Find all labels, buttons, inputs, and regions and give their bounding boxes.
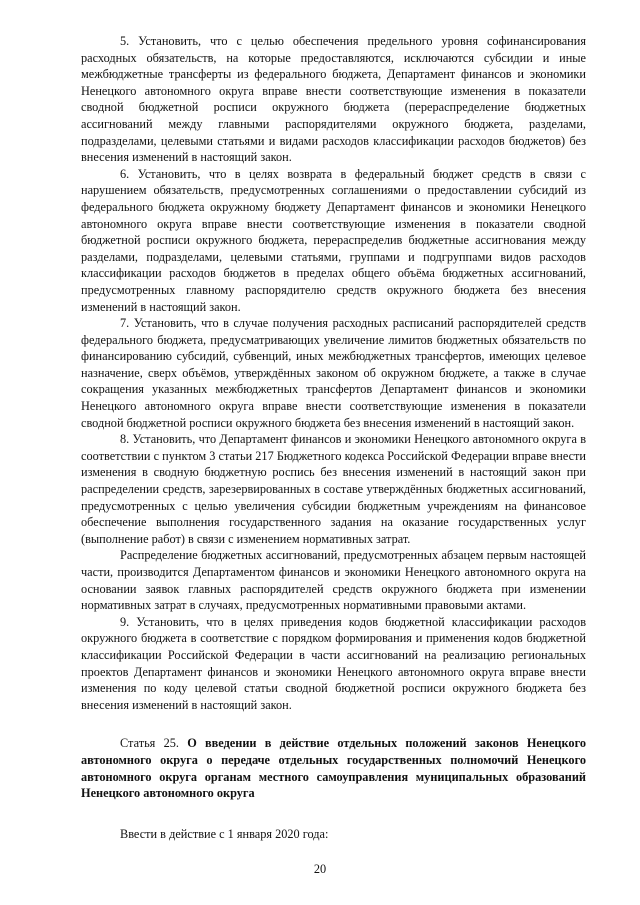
- paragraph-item-6: 6. Установить, что в целях возврата в федеральный бюджет средств в связи с нарушением обязательств, предусмотренных соглашениями о предоставлении субсидий из федерального бюджета окружному бюджету Департамент финансов и экономики Ненецкого автономного округа вправе внести соответствующие изменения в показатели сводной бюджетной росписи окружного бюджета, перераспределив бюджетные ассигнования между разделами, подразделами, целевыми статьями, группами и подгруппами видов расходов классификации расходов бюджетов в пределах общего объёма бюджетных ассигнований, предусмотренных главному распорядителю средств окружного бюджета без внесения изменений в настоящий закон.: [81, 166, 586, 314]
- paragraph-item-8: 8. Установить, что Департамент финансов и экономики Ненецкого автономного округа в соответствии с пунктом 3 статьи 217 Бюджетного кодекса Российской Федерации вправе внести изменения в сводную бюджетную роспись без внесения изменений в настоящий закон при распределении средств, зарезервированных в составе утверждённых бюджетных ассигнований, предусмотренных с целью увеличения субсидии бюджетным учреждениям на финансовое обеспечение выполнения государственного задания на оказание государственных услуг (выполнение работ) в связи с изменением нормативных затрат.: [81, 432, 586, 546]
- article-heading: [81, 735, 586, 801]
- effective-date-text: Ввести в действие с 1 января 2020 года:: [120, 826, 329, 841]
- page-number: 20: [313, 862, 327, 876]
- article-label: Статья 25.: [120, 736, 188, 751]
- paragraph-item-8-continuation: Распределение бюджетных ассигнований, предусмотренных абзацем первым настоящей части, производится Департаментом финансов и экономики Ненецкого автономного округа на основании заявок главных распорядителей средств окружного бюджета при изменении нормативных затрат в случаях, предусмотренных нормативными правовыми актами.: [81, 548, 586, 613]
- paragraph-item-9: 9. Установить, что в целях приведения кодов бюджетной классификации расходов окружного бюджета в соответствие с порядком формирования и применения кодов бюджетной классификации Российской Федерации в части ассигнований на реализацию региональных проектов Департамент финансов и экономики Ненецкого автономного округа вправе внести изменения по коду целевой статьи сводной бюджетной росписи окружного бюджета без внесения изменений в настоящий закон.: [81, 614, 586, 712]
- article-title: О введении в действие отдельных положений законов Ненецкого автономного округа о передаче отдельных государственных полномочий Ненецкого автономного округа органам местного самоуправления муниципальных образований Ненецкого автономного округа: [81, 736, 586, 801]
- paragraph-item-5: 5. Установить, что с целью обеспечения предельного уровня софинансирования расходных обязательств, на которые предоставляются, исключаются субсидии и иные межбюджетные трансферты из федерального бюджета, Департамент финансов и экономики Ненецкого автономного округа вправе внести соответствующие изменения в показатели сводной бюджетной росписи окружного бюджета (перераспределение бюджетных ассигнований между главными распорядителями окружного бюджета, разделами, подразделами, целевыми статьями и видами расходов классификации расходов бюджетов) без внесения изменений в настоящий закон.: [81, 34, 586, 165]
- paragraph-item-7: 7. Установить, что в случае получения расходных расписаний распорядителей средств федерального бюджета, предусматривающих увеличение лимитов бюджетных обязательств по финансированию субсидий, субвенций, иных межбюджетных трансфертов, имеющих целевое назначение, сверх объёмов, утверждённых законом об окружном бюджете, а также в случае сокращения указанных межбюджетных трансфертов Департамент финансов и экономики Ненецкого автономного округа вправе внести соответствующие изменения в показатели сводной бюджетной росписи окружного бюджета без внесения изменений в настоящий закон.: [81, 316, 586, 430]
